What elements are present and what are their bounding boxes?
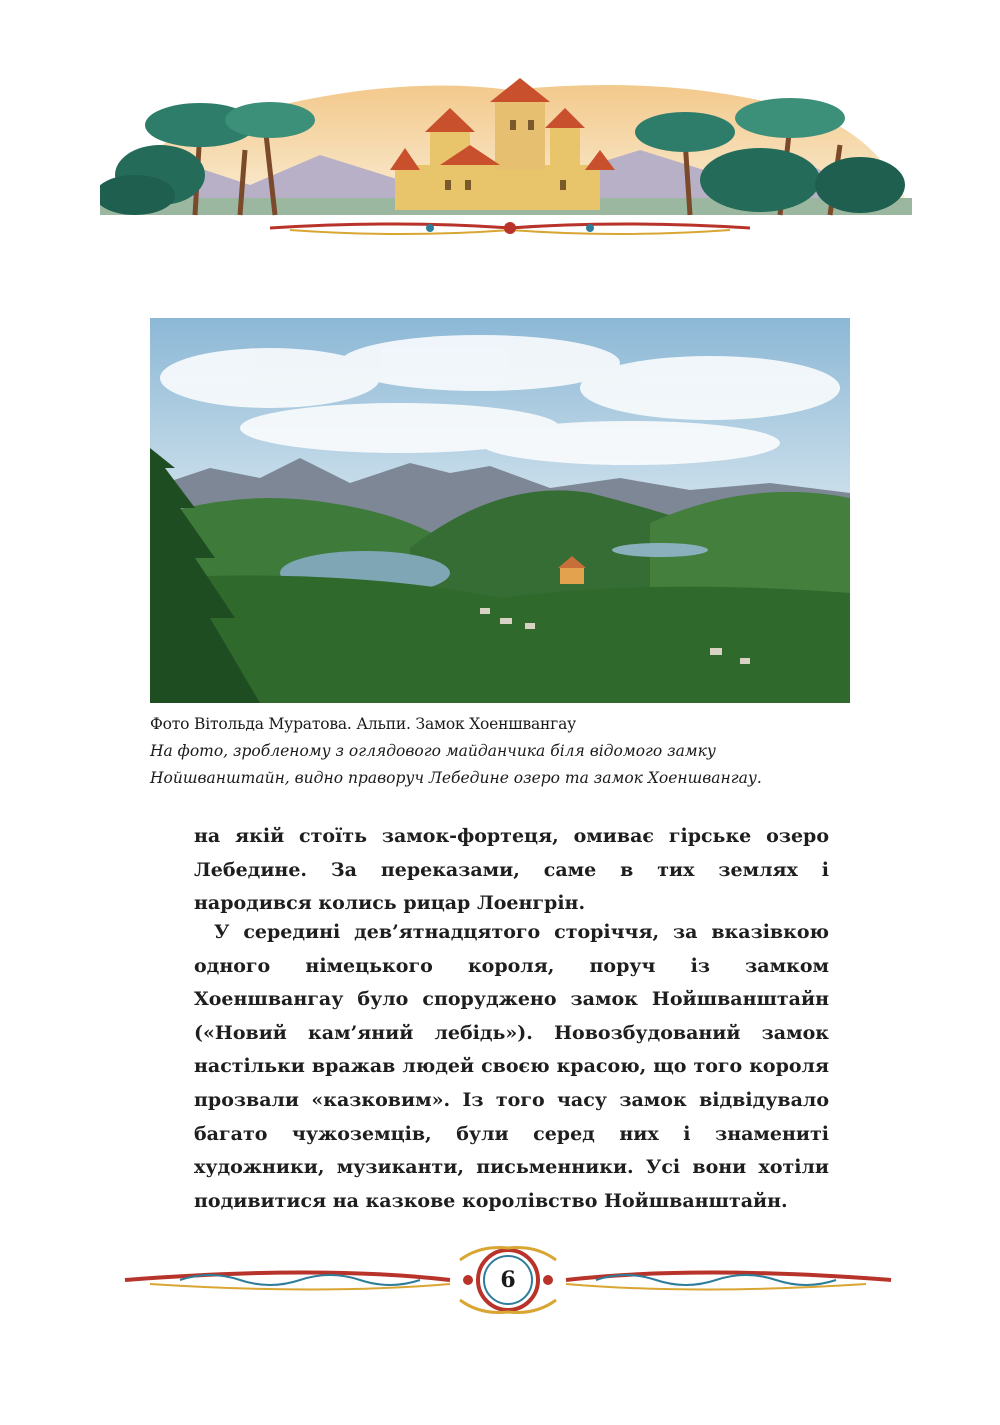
- paragraph-text: У середині дев’ятнадцятого сторіччя, за вказівкою одного німецького короля, поруч із замком Хоеншвангау було споруджено замок Нойшванштайн («Новий кам’яний лебідь»). Новозбудований замок настільки вражав людей своєю красою, що того короля прозвали «казковим». Із того часу замок відвідувало багато чужоземців, були серед них і знамениті художники, музиканти, письменники. Усі вони хотіли подивитися на казкове королівство Нойшванштайн.: [194, 921, 829, 1212]
- header-castle-illustration: [100, 70, 912, 245]
- header-ornament: [270, 222, 750, 234]
- photo-caption-credit: Фото Вітольда Муратова. Альпи. Замок Хоеншвангау: [150, 715, 577, 733]
- body-paragraph: [194, 916, 829, 1218]
- lake-schwansee: [612, 543, 708, 557]
- caption-line: На фото, зробленому з оглядового майданчика біля відомого замку: [150, 742, 716, 760]
- page-number: 6: [500, 1267, 516, 1293]
- photo-caption-description: [150, 738, 870, 792]
- caption-line: Нойшванштайн, видно праворуч Лебедине озеро та замок Хоеншвангау.: [150, 769, 762, 787]
- alps-landscape-photo: [150, 318, 850, 703]
- paragraph-text: на якій стоїть замок-фортеця, омиває гірське озеро Лебедине. За переказами, саме в тих землях і народився колись рицар Лоенгрін.: [194, 825, 829, 915]
- body-paragraph: [194, 820, 829, 921]
